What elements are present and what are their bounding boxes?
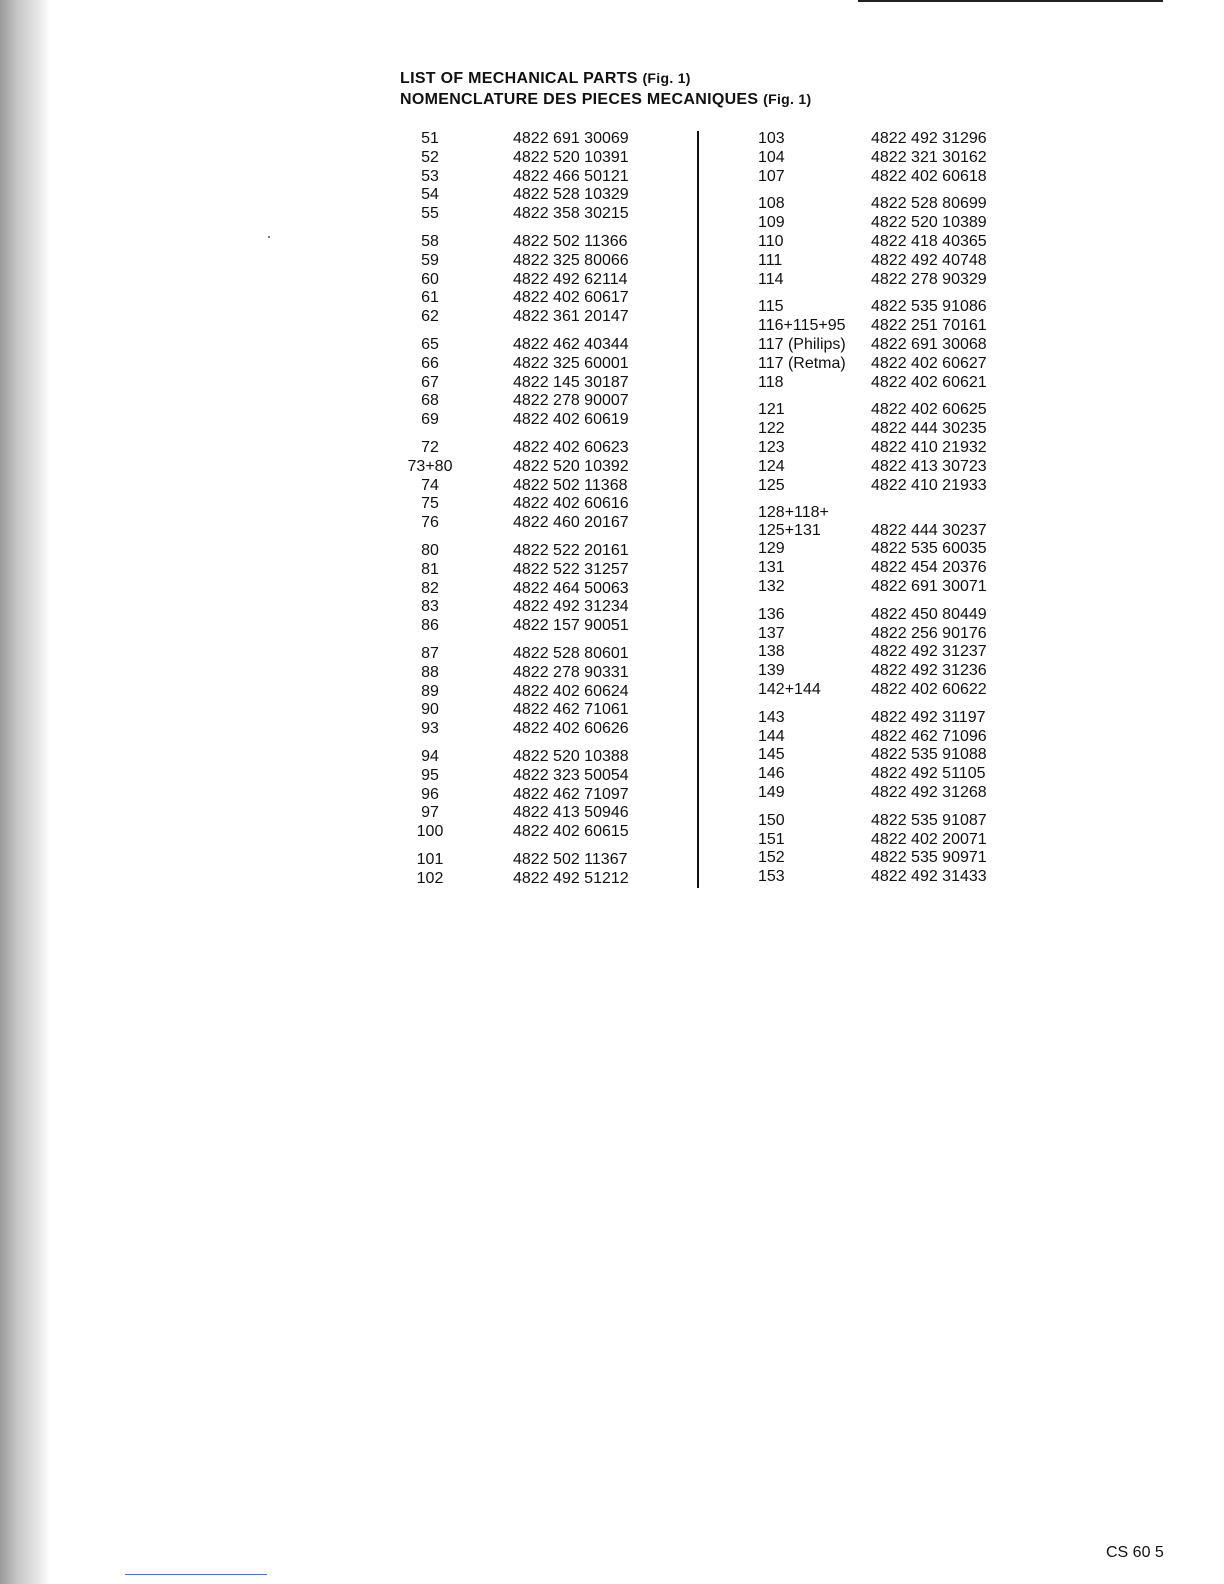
parts-row	[758, 420, 1018, 439]
item-number: 124	[758, 457, 785, 475]
parts-group	[758, 298, 1018, 392]
parts-row	[758, 784, 1018, 803]
part-code: 4822 278 90331	[513, 663, 629, 681]
item-number: 65	[421, 335, 439, 353]
page-binding-shadow	[0, 0, 50, 1584]
item-number: 97	[421, 804, 439, 822]
item-number: 107	[758, 167, 785, 185]
parts-row	[758, 559, 1018, 578]
item-number: 108	[758, 195, 785, 213]
part-code: 4822 402 60619	[513, 411, 629, 429]
parts-row	[758, 233, 1018, 252]
parts-row	[400, 580, 650, 599]
part-code: 4822 535 91087	[871, 811, 987, 829]
item-number: 96	[421, 785, 439, 803]
part-code: 4822 492 31237	[871, 643, 987, 661]
part-code: 4822 402 20071	[871, 830, 987, 848]
item-number: 55	[421, 205, 439, 223]
parts-row	[758, 214, 1018, 233]
parts-row	[758, 130, 1018, 149]
parts-row	[400, 252, 650, 271]
item-number: 132	[758, 577, 785, 595]
title-french-text: NOMENCLATURE DES PIECES MECANIQUES	[400, 91, 759, 108]
part-code: 4822 466 50121	[513, 167, 629, 185]
part-code: 4822 492 31234	[513, 598, 629, 616]
parts-row	[758, 149, 1018, 168]
parts-row	[758, 477, 1018, 496]
parts-row	[400, 823, 650, 842]
part-code: 4822 157 90051	[513, 617, 629, 635]
parts-row	[400, 205, 650, 224]
item-number: 151	[758, 830, 785, 848]
part-code: 4822 492 31236	[871, 662, 987, 680]
item-number: 114	[758, 270, 784, 288]
parts-group	[400, 336, 650, 430]
item-number: 94	[421, 747, 439, 765]
page-footer-label: CS 60 5	[1106, 1544, 1164, 1561]
item-number: 90	[421, 701, 439, 719]
parts-group	[758, 195, 1018, 289]
parts-row	[400, 458, 650, 477]
fig-reference: (Fig. 1)	[642, 70, 691, 86]
part-code: 4822 413 50946	[513, 804, 629, 822]
part-code: 4822 520 10388	[513, 747, 629, 765]
item-number: 102	[416, 869, 444, 887]
item-number: 76	[421, 514, 439, 532]
parts-row	[400, 495, 650, 514]
item-number: 82	[421, 579, 439, 597]
item-number: 69	[421, 411, 439, 429]
item-number: 121	[758, 401, 785, 419]
parts-row	[400, 645, 650, 664]
parts-row	[758, 317, 1018, 336]
parts-row	[400, 617, 650, 636]
parts-row	[758, 831, 1018, 850]
item-number: 117 (Retma)	[758, 354, 846, 372]
item-number: 117 (Philips)	[758, 335, 846, 353]
parts-group	[758, 401, 1018, 495]
item-number: 101	[416, 850, 444, 868]
part-code: 4822 691 30069	[513, 130, 629, 147]
item-number: 89	[421, 682, 439, 700]
part-code: 4822 444 30237	[871, 522, 987, 540]
item-number: 73+80	[407, 457, 453, 475]
item-number: 61	[421, 289, 439, 307]
item-number: 59	[421, 251, 439, 269]
part-code: 4822 444 30235	[871, 420, 987, 438]
part-code: 4822 145 30187	[513, 373, 629, 391]
parts-list-left-column	[400, 130, 650, 897]
part-code: 4822 492 51212	[513, 869, 629, 887]
part-code: 4822 464 50063	[513, 579, 629, 597]
parts-row	[400, 701, 650, 720]
part-code: 4822 402 60627	[871, 354, 987, 372]
item-number: 86	[421, 617, 439, 635]
item-number: 137	[758, 624, 785, 642]
part-code: 4822 410 21933	[871, 476, 987, 494]
part-code: 4822 522 20161	[513, 541, 629, 559]
part-code: 4822 361 20147	[513, 308, 629, 326]
part-code: 4822 522 31257	[513, 560, 629, 578]
parts-row	[758, 252, 1018, 271]
item-number: 149	[758, 783, 785, 801]
parts-row	[758, 606, 1018, 625]
parts-group	[400, 233, 650, 327]
item-number: 60	[421, 270, 439, 288]
parts-row	[400, 870, 650, 889]
item-number-line: 128+118+	[758, 504, 829, 522]
part-code: 4822 402 60617	[513, 289, 629, 307]
parts-row	[400, 271, 650, 290]
parts-row	[400, 477, 650, 496]
parts-row	[400, 411, 650, 430]
item-number: 66	[421, 354, 439, 372]
part-code: 4822 278 90007	[513, 392, 629, 410]
parts-row	[758, 765, 1018, 784]
part-code: 4822 418 40365	[871, 232, 987, 250]
part-code: 4822 278 90329	[871, 270, 987, 288]
part-code: 4822 492 31268	[871, 783, 987, 801]
item-number: 88	[421, 663, 439, 681]
item-number: 144	[758, 727, 785, 745]
part-code: 4822 462 71061	[513, 701, 629, 719]
part-code: 4822 413 30723	[871, 457, 987, 475]
parts-row	[758, 195, 1018, 214]
part-code: 4822 358 30215	[513, 205, 629, 223]
part-code: 4822 460 20167	[513, 514, 629, 532]
part-code: 4822 402 60625	[871, 401, 987, 419]
parts-row	[400, 233, 650, 252]
item-number: 83	[421, 598, 439, 616]
item-number: 62	[421, 308, 439, 326]
item-number: 93	[421, 720, 439, 738]
part-code: 4822 402 60616	[513, 495, 629, 513]
part-code: 4822 492 31296	[871, 130, 987, 147]
item-number: 81	[421, 560, 439, 578]
parts-group	[758, 709, 1018, 803]
part-code: 4822 462 71096	[871, 727, 987, 745]
item-number: 129	[758, 540, 785, 558]
part-code: 4822 691 30068	[871, 335, 987, 353]
parts-row	[758, 681, 1018, 700]
parts-row	[758, 355, 1018, 374]
item-number: 54	[421, 186, 439, 204]
part-code: 4822 502 11366	[513, 232, 628, 250]
part-code: 4822 535 91088	[871, 746, 987, 764]
parts-group	[758, 130, 1018, 186]
part-code: 4822 321 30162	[871, 148, 987, 166]
parts-row	[758, 728, 1018, 747]
parts-list-right-column	[758, 130, 1018, 896]
part-code: 4822 502 11367	[513, 850, 628, 868]
item-number: 131	[758, 559, 785, 577]
item-number: 72	[421, 438, 439, 456]
scan-speck	[268, 236, 270, 238]
part-code: 4822 520 10391	[513, 148, 629, 166]
item-number: 123	[758, 438, 785, 456]
title-french	[400, 91, 811, 109]
item-number: 118	[758, 373, 784, 391]
parts-group	[758, 606, 1018, 700]
parts-row	[400, 542, 650, 561]
part-code: 4822 251 70161	[871, 317, 987, 335]
parts-row	[400, 514, 650, 533]
item-number: 125	[758, 476, 785, 494]
parts-row	[400, 786, 650, 805]
item-number: 80	[421, 541, 439, 559]
bottom-edge-mark	[125, 1574, 267, 1575]
item-number: 122	[758, 420, 785, 438]
title-english-text: LIST OF MECHANICAL PARTS	[400, 70, 638, 87]
parts-row	[758, 336, 1018, 355]
parts-row	[400, 374, 650, 393]
part-code: 4822 256 90176	[871, 624, 987, 642]
part-code: 4822 492 62114	[513, 270, 628, 288]
parts-row	[400, 598, 650, 617]
part-code: 4822 528 10329	[513, 186, 629, 204]
parts-group	[758, 812, 1018, 887]
part-code: 4822 323 50054	[513, 766, 629, 784]
part-code: 4822 520 10389	[871, 214, 987, 232]
parts-row	[400, 683, 650, 702]
parts-row	[758, 662, 1018, 681]
item-number: 51	[421, 130, 439, 147]
part-code: 4822 492 31433	[871, 868, 987, 886]
item-number: 136	[758, 605, 785, 623]
item-number: 153	[758, 868, 785, 886]
parts-row	[758, 643, 1018, 662]
parts-group	[758, 504, 1018, 596]
parts-row	[758, 709, 1018, 728]
item-number: 152	[758, 849, 785, 867]
item-number: 68	[421, 392, 439, 410]
item-number: 53	[421, 167, 439, 185]
part-code: 4822 402 60621	[871, 373, 987, 391]
parts-row	[400, 767, 650, 786]
parts-row	[758, 374, 1018, 393]
part-code: 4822 454 20376	[871, 559, 987, 577]
parts-row	[400, 664, 650, 683]
fig-reference: (Fig. 1)	[763, 91, 812, 107]
part-code: 4822 492 31197	[871, 708, 986, 726]
part-code: 4822 520 10392	[513, 457, 629, 475]
part-code: 4822 325 80066	[513, 251, 629, 269]
item-number: 52	[421, 148, 439, 166]
part-code: 4822 402 60624	[513, 682, 629, 700]
part-code: 4822 535 91086	[871, 298, 987, 316]
parts-row	[758, 746, 1018, 765]
part-code: 4822 691 30071	[871, 577, 987, 595]
parts-row	[758, 298, 1018, 317]
item-number: 146	[758, 765, 785, 783]
item-number: 109	[758, 214, 785, 232]
part-code: 4822 450 80449	[871, 605, 987, 623]
parts-row	[758, 812, 1018, 831]
parts-row	[758, 401, 1018, 420]
parts-row	[758, 849, 1018, 868]
parts-row	[758, 271, 1018, 290]
item-number: 142+144	[758, 680, 821, 698]
part-code: 4822 325 60001	[513, 354, 629, 372]
item-number: 100	[416, 823, 444, 841]
part-code: 4822 410 21932	[871, 438, 987, 456]
part-code: 4822 492 51105	[871, 765, 986, 783]
title-english	[400, 70, 691, 88]
parts-row	[400, 561, 650, 580]
parts-group	[400, 748, 650, 842]
part-code: 4822 402 60618	[871, 167, 987, 185]
parts-row	[758, 458, 1018, 477]
parts-row	[758, 504, 1018, 540]
item-number	[758, 504, 871, 540]
item-number: 103	[758, 130, 785, 147]
part-code: 4822 535 60035	[871, 540, 987, 558]
item-number: 111	[758, 251, 783, 269]
parts-row	[758, 578, 1018, 597]
part-code: 4822 535 90971	[871, 849, 987, 867]
part-code: 4822 528 80601	[513, 644, 629, 662]
parts-row	[758, 168, 1018, 187]
item-number: 143	[758, 708, 785, 726]
part-code: 4822 402 60622	[871, 680, 987, 698]
parts-row	[758, 625, 1018, 644]
parts-row	[400, 289, 650, 308]
parts-group	[400, 851, 650, 889]
item-number: 150	[758, 811, 785, 829]
parts-row	[400, 186, 650, 205]
parts-row	[400, 168, 650, 187]
item-number: 138	[758, 643, 785, 661]
item-number: 115	[758, 298, 784, 316]
parts-group	[400, 439, 650, 533]
part-code: 4822 462 71097	[513, 785, 629, 803]
item-number: 87	[421, 644, 439, 662]
item-number: 104	[758, 148, 785, 166]
parts-group	[400, 130, 650, 224]
parts-row	[400, 336, 650, 355]
item-number: 67	[421, 373, 439, 391]
part-code: 4822 402 60623	[513, 438, 629, 456]
top-rule	[858, 0, 1163, 2]
item-number: 116+115+95	[758, 317, 846, 335]
item-number: 58	[421, 232, 439, 250]
part-code: 4822 402 60615	[513, 823, 629, 841]
part-code: 4822 462 40344	[513, 335, 629, 353]
parts-row	[758, 540, 1018, 559]
item-number-line: 125+131	[758, 522, 821, 540]
parts-row	[400, 149, 650, 168]
parts-group	[400, 542, 650, 636]
item-number: 139	[758, 662, 785, 680]
part-code: 4822 502 11368	[513, 476, 628, 494]
parts-row	[400, 851, 650, 870]
parts-row	[400, 748, 650, 767]
item-number: 145	[758, 746, 785, 764]
part-code: 4822 402 60626	[513, 720, 629, 738]
parts-row	[400, 439, 650, 458]
parts-row	[758, 868, 1018, 887]
column-divider	[697, 131, 699, 888]
parts-row	[400, 720, 650, 739]
parts-row	[400, 804, 650, 823]
parts-row	[400, 308, 650, 327]
item-number: 75	[421, 495, 439, 513]
item-number: 74	[421, 476, 439, 494]
part-code: 4822 492 40748	[871, 251, 987, 269]
part-code: 4822 528 80699	[871, 195, 987, 213]
parts-row	[400, 355, 650, 374]
item-number: 110	[758, 232, 784, 250]
parts-row	[400, 392, 650, 411]
parts-group	[400, 645, 650, 739]
parts-row	[400, 130, 650, 149]
parts-row	[758, 439, 1018, 458]
item-number: 95	[421, 766, 439, 784]
